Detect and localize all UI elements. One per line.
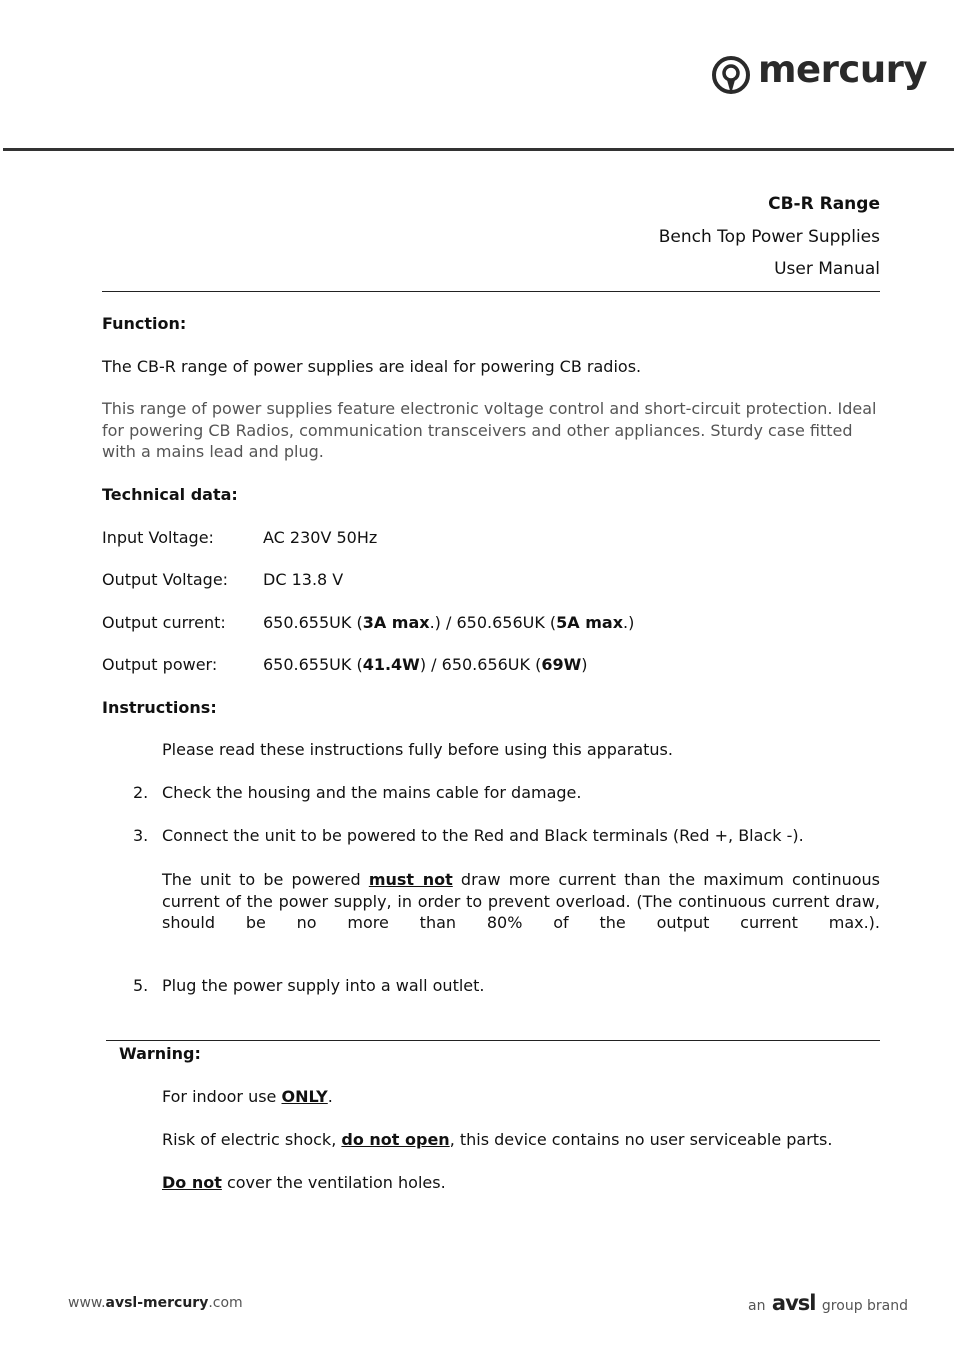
doc-type: User Manual [774, 259, 880, 279]
instructions-heading: Instructions: [102, 698, 217, 717]
doc-subtitle: Bench Top Power Supplies [658, 227, 880, 247]
warning-item-2: Risk of electric shock, do not open, this device contains no user serviceable parts. [162, 1130, 833, 1149]
instruction-item-2: Check the housing and the mains cable for damage. [162, 783, 582, 802]
logo-wordmark: mercury [758, 48, 928, 91]
instruction-item-3: Connect the unit to be powered to the Red and Black terminals (Red +, Black -). [162, 826, 804, 845]
mercury-logo-icon [710, 54, 752, 96]
output-voltage-label: Output Voltage: [102, 570, 229, 589]
title-divider [102, 291, 880, 292]
input-voltage-value: AC 230V 50Hz [263, 528, 378, 547]
output-power-label: Output power: [102, 655, 218, 674]
instruction-number-5: 5. [133, 976, 149, 995]
warning-divider [106, 1040, 880, 1041]
instruction-number-3: 3. [133, 826, 149, 845]
output-power-value: 650.655UK (41.4W) / 650.656UK (69W) [263, 655, 588, 674]
instruction-item-5: Plug the power supply into a wall outlet. [162, 976, 485, 995]
input-voltage-label: Input Voltage: [102, 528, 214, 547]
warning-item-3: Do not cover the ventilation holes. [162, 1173, 446, 1192]
output-voltage-value: DC 13.8 V [263, 570, 344, 589]
instruction-item-1: Please read these instructions fully before using this apparatus. [162, 740, 673, 759]
doc-title: CB-R Range [768, 194, 880, 214]
avsl-logo: avsl [771, 1291, 816, 1315]
output-current-label: Output current: [102, 613, 226, 632]
warning-heading: Warning: [119, 1044, 201, 1063]
output-current-value: 650.655UK (3A max.) / 650.656UK (5A max.) [263, 613, 635, 632]
mercury-logo [710, 48, 928, 100]
footer-website[interactable]: www.avsl-mercury.com [68, 1295, 243, 1311]
instruction-number-2: 2. [133, 783, 149, 802]
function-intro: The CB-R range of power supplies are ideal for powering CB radios. [102, 357, 642, 376]
instruction-item-4: The unit to be powered must not draw more current than the maximum continuous current of the power supply, in order to prevent overload. (The continuous current draw, should be no more than 80% of the output current max.). [162, 870, 880, 932]
technical-heading: Technical data: [102, 485, 238, 504]
header-divider [3, 148, 954, 151]
footer-brand: an avsl group brand [748, 1291, 909, 1315]
function-description: This range of power supplies feature electronic voltage control and short-circuit protection. Ideal for powering CB Radios, communication transceivers and other appliances. Sturdy case fitted with a mains lead and plug. [102, 399, 877, 461]
function-heading: Function: [102, 314, 187, 333]
warning-item-1: For indoor use ONLY. [162, 1087, 333, 1106]
